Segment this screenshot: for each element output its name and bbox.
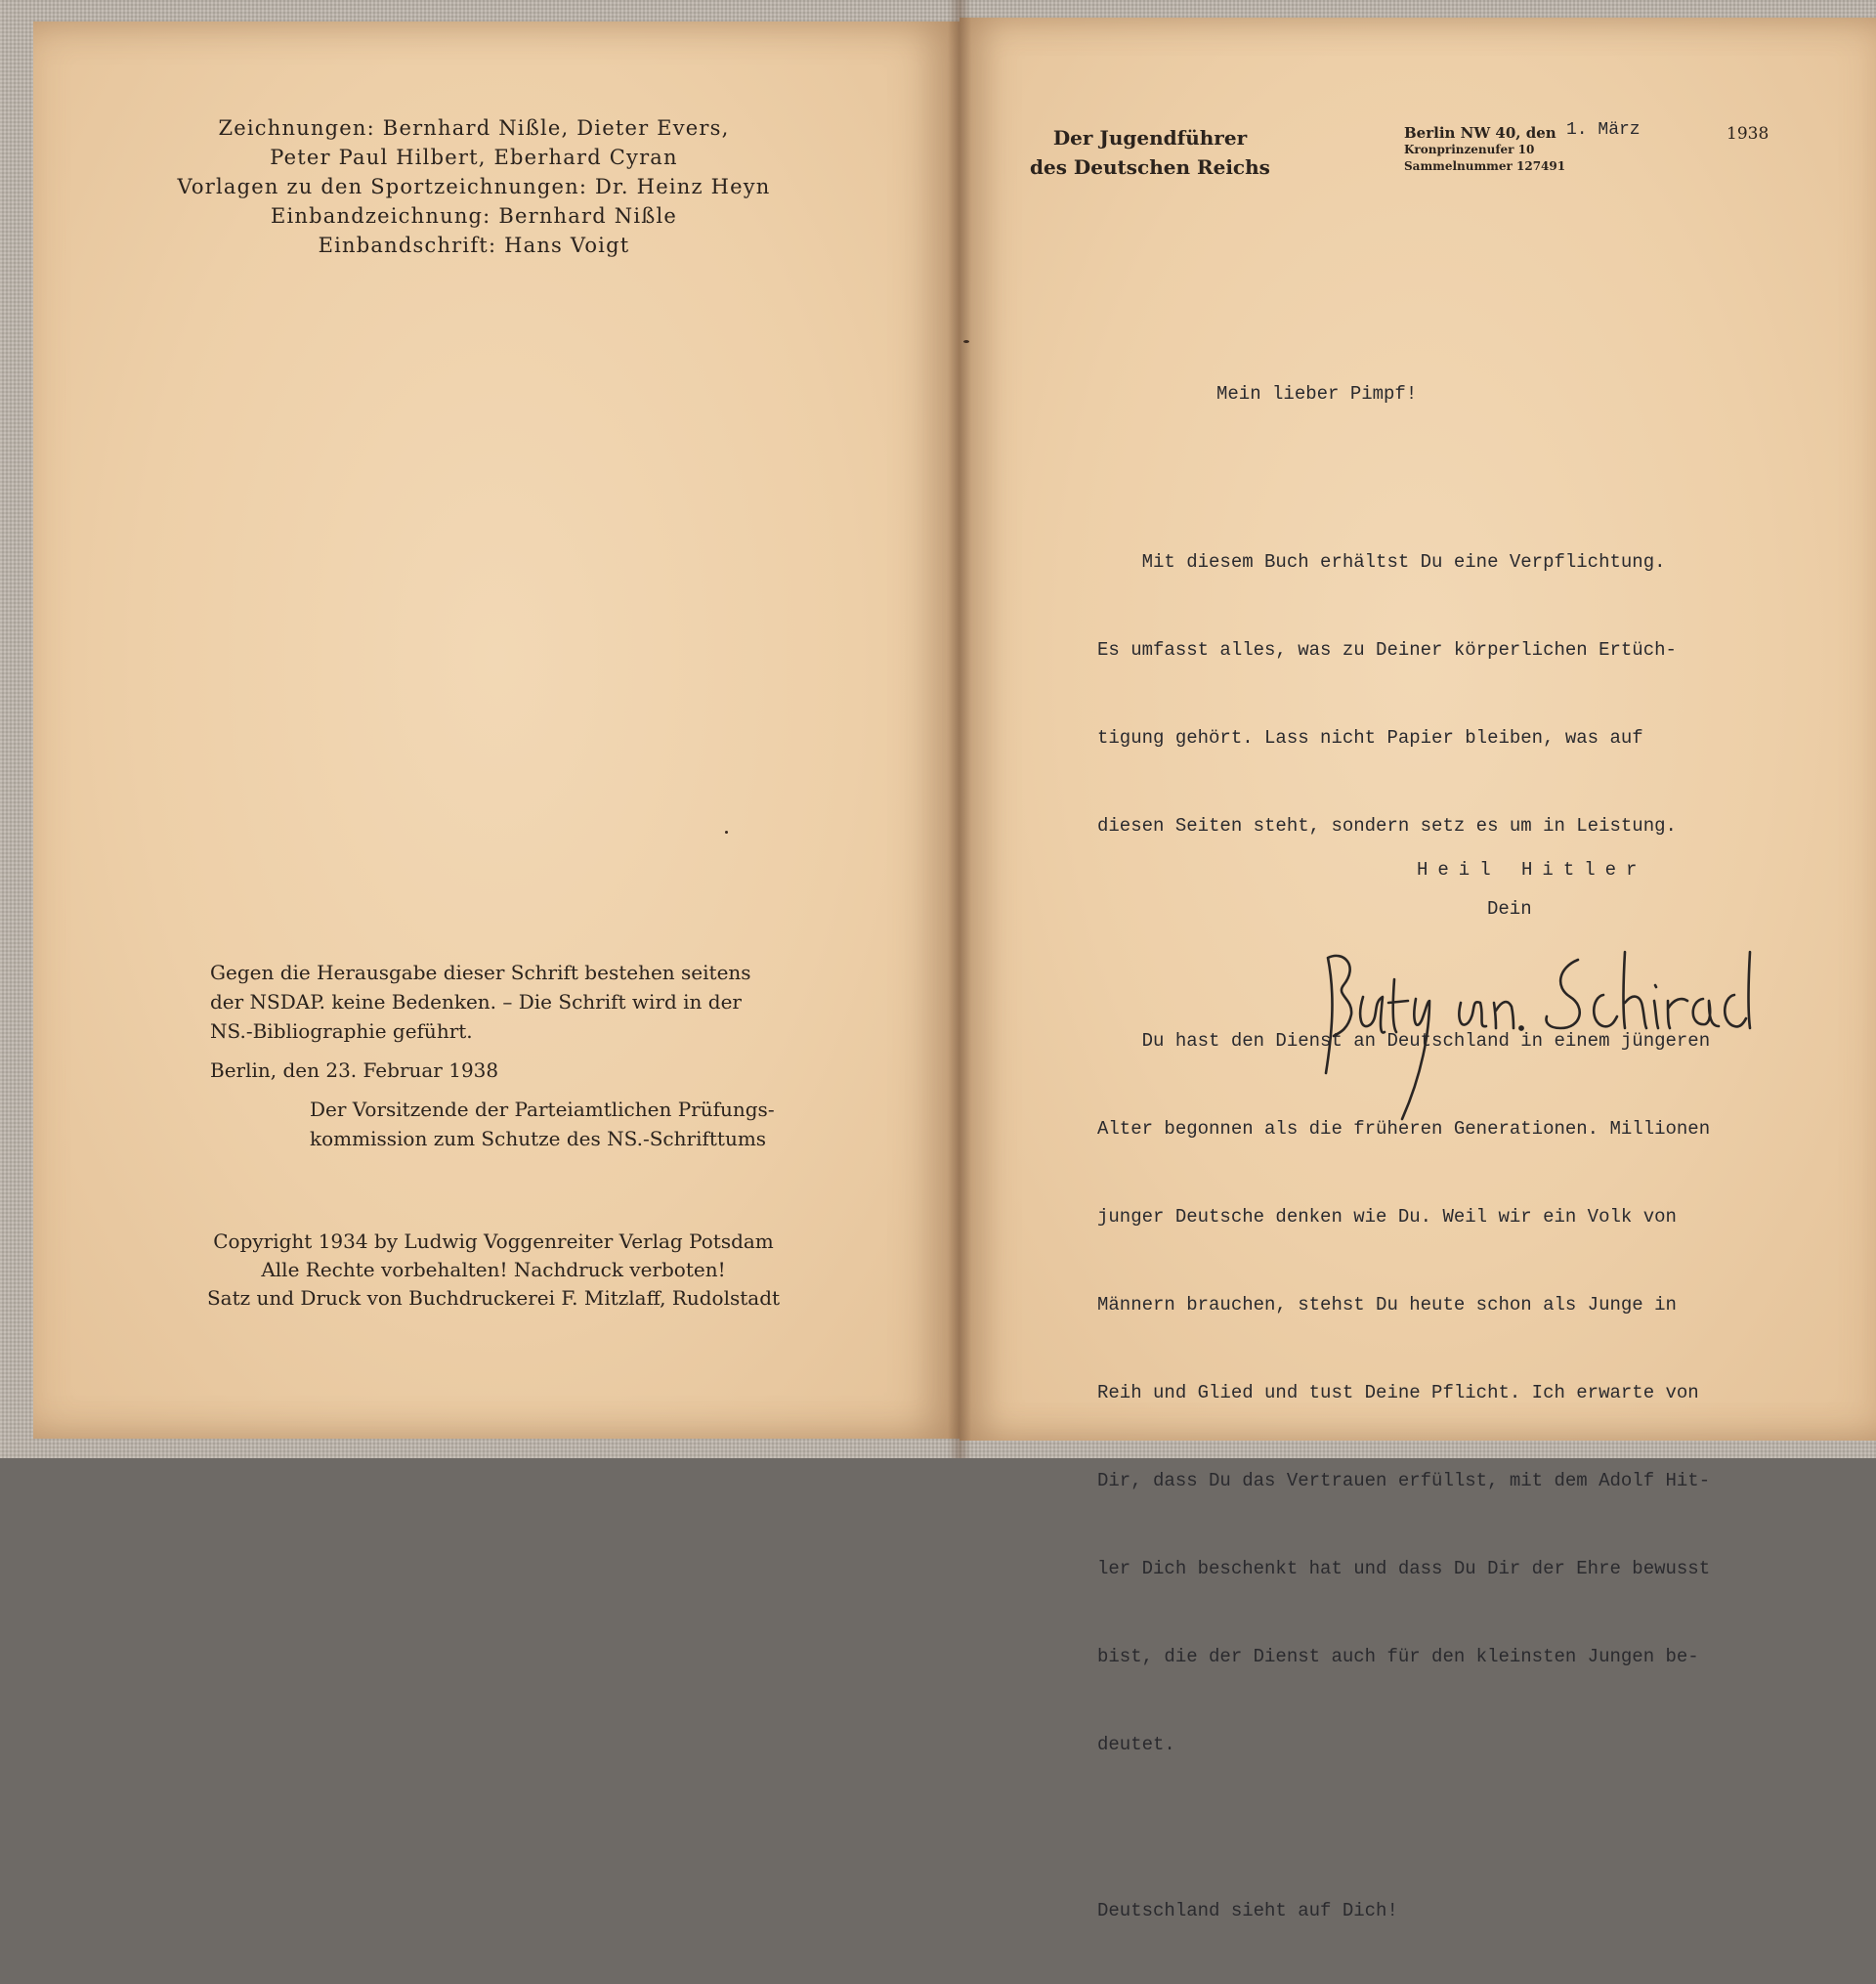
- letter-line: Mit diesem Buch erhältst Du eine Verpflichtung.: [1097, 551, 1666, 573]
- credit-line: Einbandschrift: Hans Voigt: [318, 234, 630, 257]
- copyright-line: Alle Rechte vorbehalten! Nachdruck verboten!: [261, 1258, 726, 1281]
- copyright-notice: [200, 1228, 787, 1313]
- letter-line: Du hast den Dienst an Deutschland in einem jüngeren: [1097, 1030, 1711, 1052]
- copyright-line: Satz und Druck von Buchdruckerei F. Mitzlaff, Rudolstadt: [206, 1286, 781, 1310]
- credit-line: Peter Paul Hilbert, Eberhard Cyran: [270, 146, 678, 169]
- approval-statement: Gegen die Herausgabe dieser Schrift bestehen seitens der NSDAP. keine Bedenken. – Die Schrift wird in der NS.-Bibliographie geführt.: [210, 961, 751, 1043]
- letterhead-line: des Deutschen Reichs: [1030, 155, 1270, 179]
- book-gutter: [948, 0, 971, 1458]
- illustration-credits: [166, 113, 782, 260]
- copyright-line: Copyright 1934 by Ludwig Voggenreiter Verlag Potsdam: [213, 1229, 774, 1253]
- letter-closing: Deutschland sieht auf Dich!: [1097, 1900, 1398, 1921]
- credit-line: Zeichnungen: Bernhard Nißle, Dieter Evers,: [218, 116, 730, 140]
- letter-line: Reih und Glied und tust Deine Pflicht. Ich erwarte von: [1097, 1382, 1699, 1403]
- approval-chair: [210, 1095, 777, 1153]
- sender-address: [1404, 125, 1565, 175]
- letterhead-line: Der Jugendführer: [1052, 126, 1248, 150]
- signoff-greeting: Heil Hitler: [1417, 859, 1647, 881]
- paper-speck: [725, 831, 728, 834]
- letter-line: junger Deutsche denken wie Du. Weil wir ein Volk von: [1097, 1206, 1677, 1228]
- letter-line: Alter begonnen als die früheren Generationen. Millionen: [1097, 1118, 1711, 1140]
- letter-year: 1938: [1727, 124, 1769, 144]
- letter-line: diesen Seiten steht, sondern setz es um in Leistung.: [1097, 815, 1677, 837]
- credit-line: Einbandzeichnung: Bernhard Nißle: [270, 204, 678, 228]
- approval-city-date: Berlin, den 23. Februar 1938: [210, 1058, 499, 1082]
- letter-date: 1. März: [1566, 120, 1641, 140]
- credit-line: Vorlagen zu den Sportzeichnungen: Dr. Heinz Heyn: [177, 175, 771, 198]
- letter-line: bist, die der Dienst auch für den kleinsten Jungen be-: [1097, 1646, 1699, 1667]
- letter-line: Dir, dass Du das Vertrauen erfüllst, mit dem Adolf Hit-: [1097, 1470, 1711, 1491]
- handwritten-signature: [1314, 938, 1754, 1134]
- letter-body: [1097, 321, 1762, 1984]
- letter-signoff: [1417, 850, 1646, 928]
- letter-salutation: Mein lieber Pimpf!: [1216, 383, 1418, 405]
- address-line: Berlin NW 40, den: [1404, 124, 1556, 142]
- address-line: Kronprinzenufer 10: [1404, 143, 1535, 156]
- paper-speck: [963, 340, 969, 343]
- letter-line: Es umfasst alles, was zu Deiner körperlichen Ertüch-: [1097, 639, 1677, 661]
- party-approval-notice: [210, 958, 777, 1153]
- address-line: Sammelnummer 127491: [1404, 159, 1566, 173]
- signoff-dein: Dein: [1487, 898, 1532, 920]
- letter-line: deutet.: [1097, 1734, 1175, 1755]
- chair-line: kommission zum Schutze des NS.-Schrifttums: [310, 1127, 767, 1150]
- letter-paragraph: [1097, 489, 1762, 899]
- letterhead: [1030, 123, 1270, 182]
- letter-line: tigung gehört. Lass nicht Papier bleiben, was auf: [1097, 727, 1643, 749]
- letter-line: ler Dich beschenkt hat und dass Du Dir der Ehre bewusst: [1097, 1558, 1711, 1579]
- chair-line: Der Vorsitzende der Parteiamtlichen Prüfungs-: [310, 1098, 775, 1121]
- letter-line: Männern brauchen, stehst Du heute schon als Junge in: [1097, 1294, 1677, 1315]
